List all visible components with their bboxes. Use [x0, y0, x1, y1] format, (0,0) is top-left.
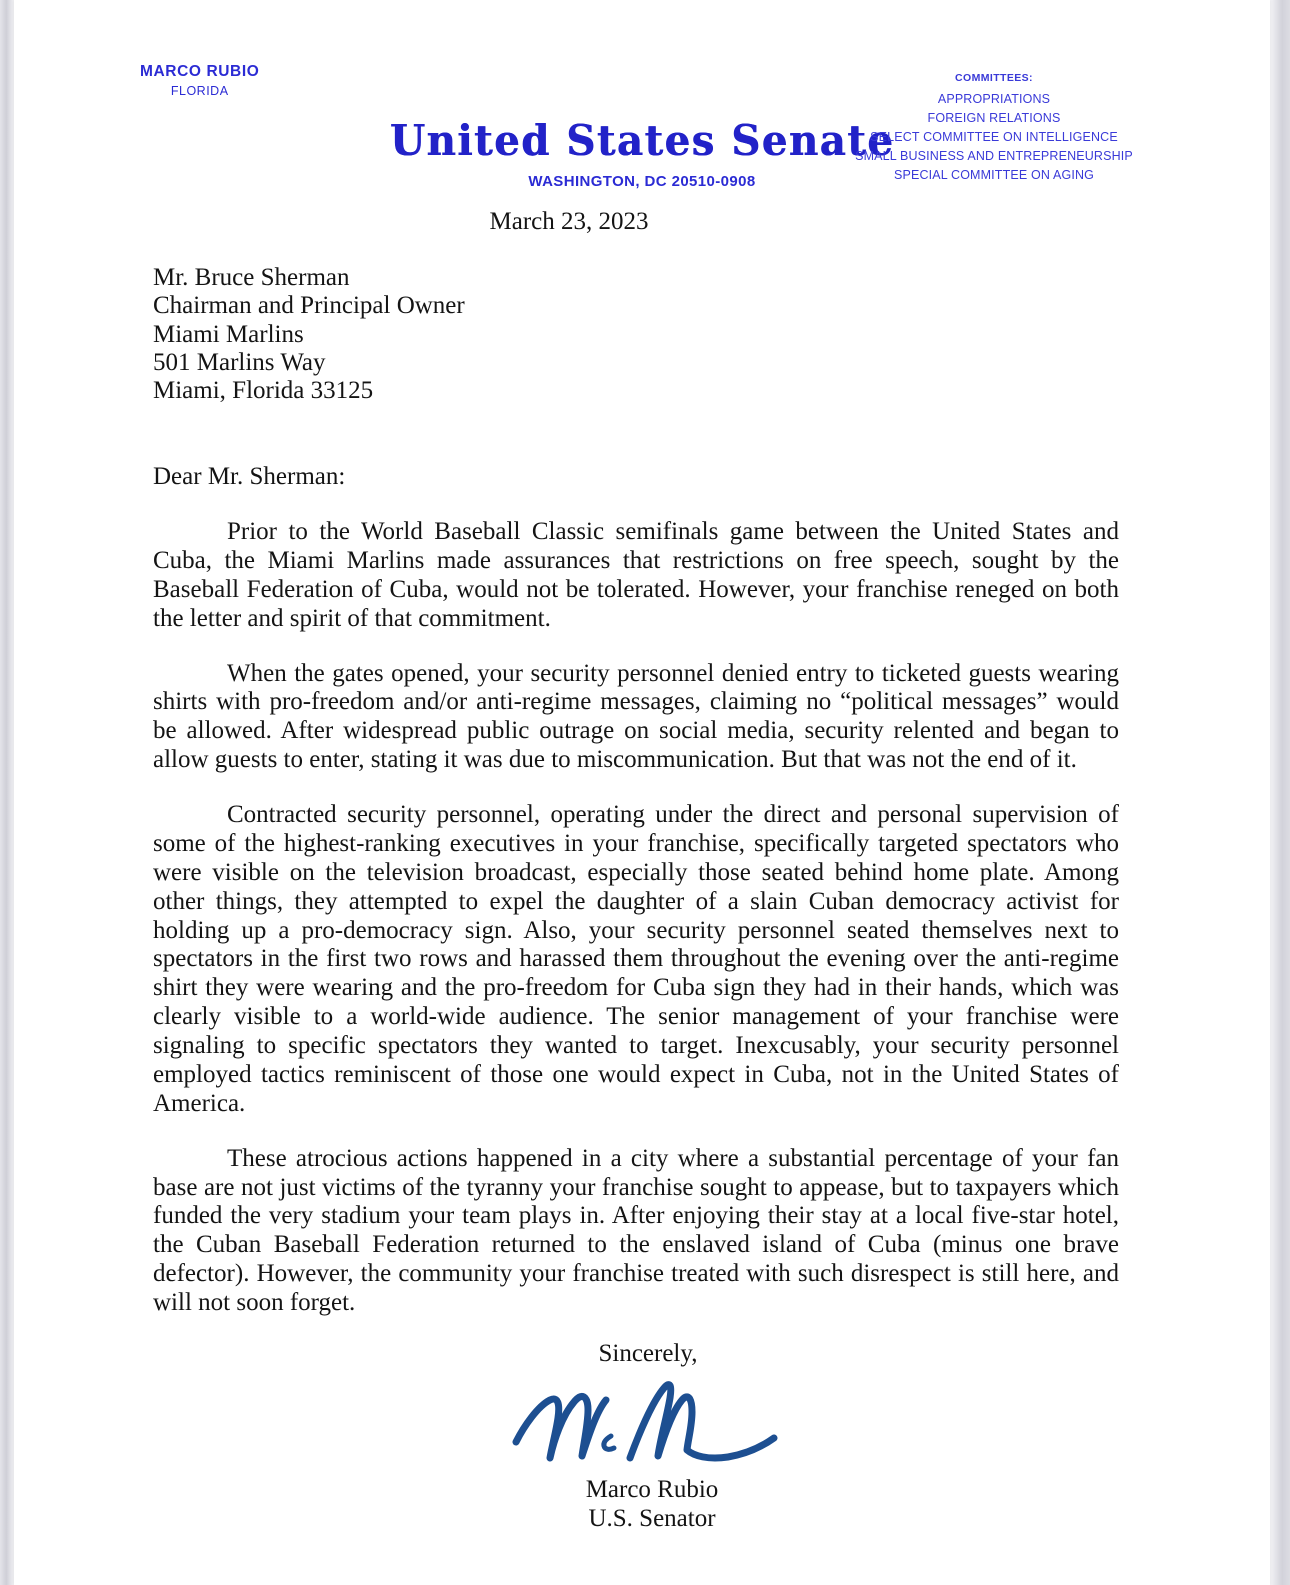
recipient-address-block: [153, 264, 465, 405]
signer-name: Marco Rubio: [585, 1476, 719, 1503]
letter-body: [153, 518, 1119, 1318]
committee-item: SELECT COMMITTEE ON INTELLIGENCE: [870, 130, 1118, 144]
committees-heading: COMMITTEES:: [955, 72, 1033, 84]
recipient-name: Mr. Bruce Sherman: [153, 264, 350, 291]
senator-state: FLORIDA: [170, 84, 229, 99]
committee-item: APPROPRIATIONS: [937, 92, 1051, 106]
committee-item: SMALL BUSINESS AND ENTREPRENEURSHIP: [855, 149, 1133, 163]
closing-salutation: Sincerely,: [598, 1340, 698, 1367]
committees-block: [834, 72, 1154, 185]
recipient-street: 501 Marlins Way: [153, 348, 326, 376]
recipient-city-state-zip: Miami, Florida 33125: [153, 377, 374, 405]
committees-list: [834, 90, 1154, 185]
page-gutter-right: [1270, 0, 1290, 1585]
salutation: Dear Mr. Sherman:: [153, 463, 346, 490]
senate-masthead-address: WASHINGTON, DC 20510-0908: [528, 173, 756, 190]
committee-item: SPECIAL COMMITTEE ON AGING: [894, 168, 1094, 182]
letterhead: [14, 0, 1270, 210]
committee-item: FOREIGN RELATIONS: [927, 111, 1061, 125]
body-paragraph: Prior to the World Baseball Classic semifinals game between the United States and Cuba, the Miami Marlins made assurances that restrictions on free speech, sought by the Baseball Federation of Cuba, would not be tolerated. However, your franchise reneged on both the letter and spirit of that commitment.: [153, 518, 1119, 632]
page-gutter-left: [0, 0, 14, 1585]
handwritten-signature-icon: [502, 1370, 802, 1478]
recipient-title: Chairman and Principal Owner: [153, 292, 465, 320]
senate-masthead-title: United States Senate: [389, 116, 895, 165]
signature-block: [457, 1340, 847, 1533]
body-paragraph: These atrocious actions happened in a city where a substantial percentage of your fan base are not just victims of the tyranny your franchise sought to appease, but to taxpayers which funded the very stadium your team plays in. After enjoying their stay at a local five-star hotel, the Cuban Baseball Federation returned to the enslaved island of Cuba (minus one brave defector). However, the community your franchise treated with such disrespect is still here, and will not soon forget.: [153, 1144, 1119, 1316]
signer-title: U.S. Senator: [588, 1504, 716, 1532]
signer-identity: [457, 1476, 847, 1533]
senator-name: MARCO RUBIO: [140, 63, 260, 80]
letter-page: [14, 0, 1270, 1585]
senator-identity-block: [140, 62, 259, 100]
body-paragraph: Contracted security personnel, operating under the direct and personal supervision of some of the highest-ranking executives in your franchise, specifically targeted spectators who were visible on the television broadcast, especially those seated behind home plate. Among other things, they attempted to expel the daughter of a slain Cuban democracy activist for holding up a pro-democracy sign. Also, your security personnel seated themselves next to spectators in the first two rows and harassed them throughout the evening over the anti-regime shirt they were wearing and the pro-freedom for Cuba sign they had in their hands, which was clearly visible to a world-wide audience. The senior management of your franchise were signaling to specific spectators they wanted to target. Inexcusably, your security personnel employed tactics reminiscent of those one would expect in Cuba, not in the United States of America.: [153, 801, 1119, 1117]
body-paragraph: When the gates opened, your security personnel denied entry to ticketed guests wearing shirts with pro-freedom and/or anti-regime messages, claiming no “political messages” would be allowed. After widespread public outrage on social media, security relented and began to allow guests to enter, stating it was due to miscommunication. But that was not the end of it.: [153, 659, 1119, 774]
letter-date: March 23, 2023: [489, 208, 649, 235]
recipient-organization: Miami Marlins: [153, 320, 304, 348]
